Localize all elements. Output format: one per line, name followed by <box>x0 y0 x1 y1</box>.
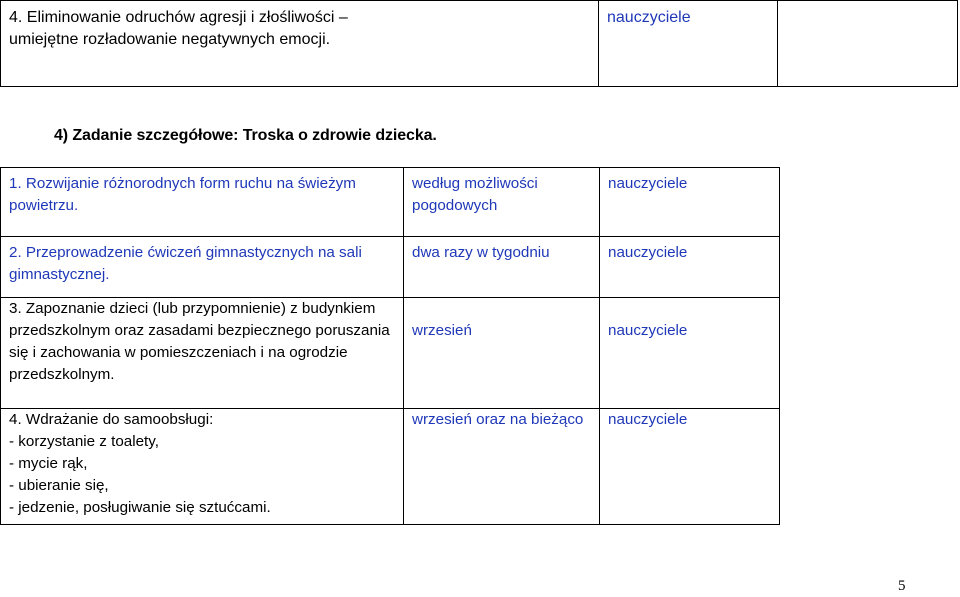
task-line: 4. Wdrażanie do samoobsługi: <box>9 411 214 428</box>
term-cell <box>404 298 600 409</box>
top-responsible-cell <box>599 1 778 87</box>
task-cell <box>1 409 404 525</box>
top-table <box>0 0 958 87</box>
task-line: - ubieranie się, <box>9 477 109 494</box>
responsible: nauczyciele <box>608 322 688 339</box>
task-line: się i zachowania w pomieszczeniach i na ogrodzie <box>9 344 348 361</box>
responsible-cell <box>600 298 780 409</box>
table-row <box>1 298 780 409</box>
table-row <box>1 168 780 237</box>
task-line: powietrzu. <box>9 197 79 214</box>
term-line: według możliwości <box>412 175 538 192</box>
task-line: - jedzenie, posługiwanie się sztućcami. <box>9 499 271 516</box>
task-line: - mycie rąk, <box>9 455 88 472</box>
responsible: nauczyciele <box>608 411 688 428</box>
term-cell <box>404 168 600 237</box>
responsible-cell <box>600 409 780 525</box>
responsible: nauczyciele <box>608 244 688 261</box>
task-cell <box>1 298 404 409</box>
top-task-line-1: 4. Eliminowanie odruchów agresji i złośliwości – <box>9 9 348 26</box>
task-line: przedszkolnym. <box>9 366 115 383</box>
task-cell <box>1 237 404 298</box>
section-title: 4) Zadanie szczegółowe: Troska o zdrowie dziecka. <box>54 127 437 144</box>
term-line: wrzesień oraz na bieżąco <box>412 411 584 428</box>
task-line: - korzystanie z toalety, <box>9 433 159 450</box>
task-line: przedszkolnym oraz zasadami bezpiecznego poruszania <box>9 322 390 339</box>
responsible: nauczyciele <box>608 175 688 192</box>
term-line: wrzesień <box>412 322 472 339</box>
task-cell <box>1 168 404 237</box>
top-responsible: nauczyciele <box>607 9 691 26</box>
top-task-line-2: umiejętne rozładowanie negatywnych emocji. <box>9 31 331 48</box>
task-line: gimnastycznej. <box>9 266 110 283</box>
term-line: pogodowych <box>412 197 498 214</box>
table-row <box>1 237 780 298</box>
top-empty-cell <box>778 1 958 87</box>
table-row <box>1 409 780 525</box>
term-cell <box>404 409 600 525</box>
main-table <box>0 167 780 525</box>
task-line: 1. Rozwijanie różnorodnych form ruchu na świeżym <box>9 175 356 192</box>
term-line: dwa razy w tygodniu <box>412 244 550 261</box>
responsible-cell <box>600 168 780 237</box>
term-cell <box>404 237 600 298</box>
task-line: 2. Przeprowadzenie ćwiczeń gimnastycznych na sali <box>9 244 362 261</box>
top-task-cell <box>1 1 599 87</box>
page-number: 5 <box>898 578 906 594</box>
responsible-cell <box>600 237 780 298</box>
task-line: 3. Zapoznanie dzieci (lub przypomnienie) z budynkiem <box>9 300 376 317</box>
